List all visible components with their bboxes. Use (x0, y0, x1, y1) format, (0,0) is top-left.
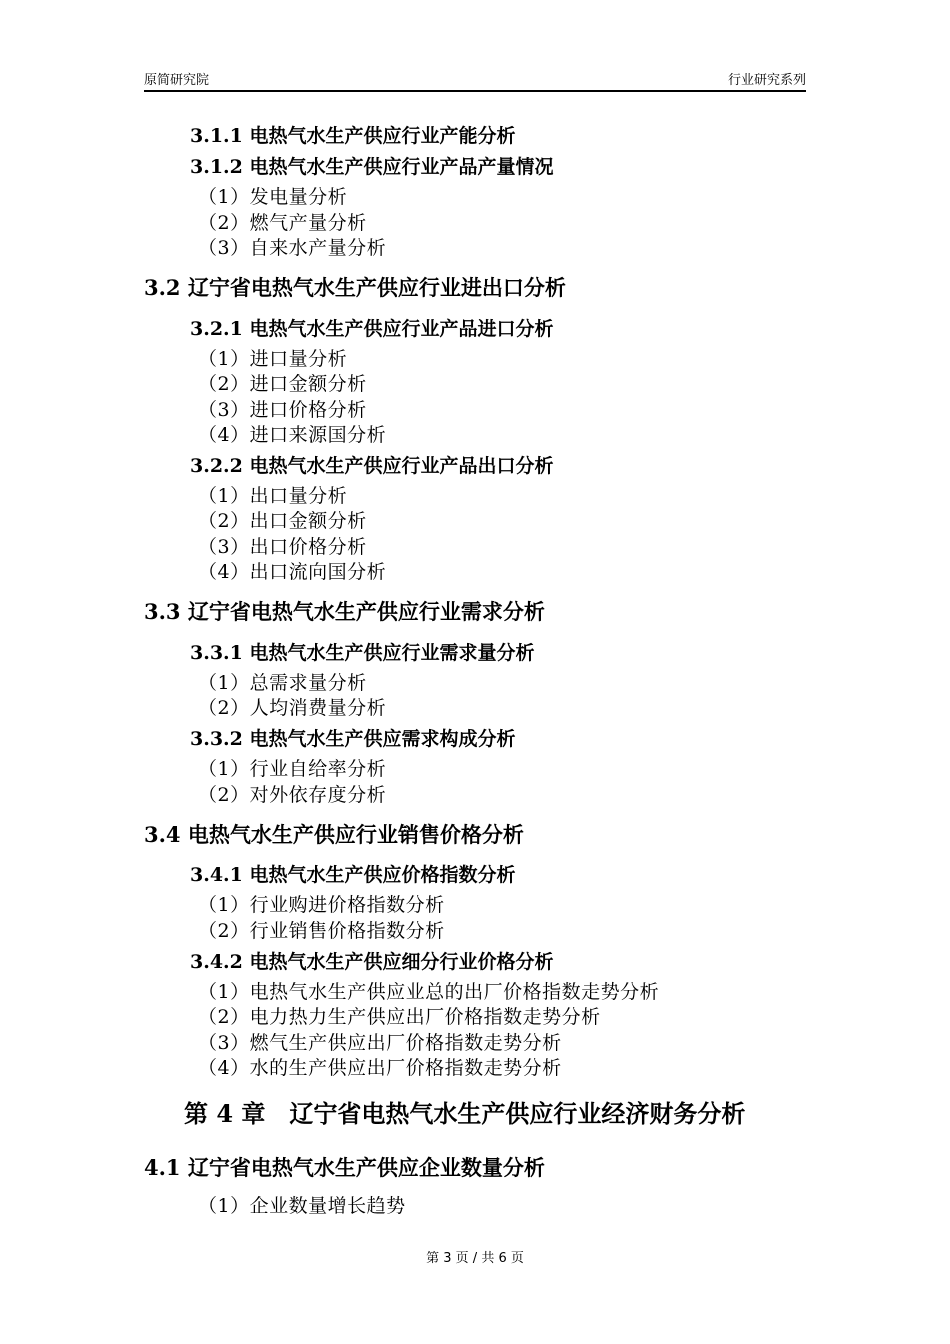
toc-entry: 3.2 辽宁省电热气水生产供应行业进出口分析 (144, 275, 566, 300)
toc-entry: 3.3.2 电热气水生产供应需求构成分析 (190, 728, 516, 750)
toc-entry: （1）出口量分析 (198, 485, 348, 507)
toc-entry: （2）对外依存度分析 (198, 784, 387, 806)
page-number: 第 3 页 / 共 6 页 (426, 1251, 524, 1266)
header-org-name: 原简研究院 (144, 73, 210, 88)
toc-entry: （2）燃气产量分析 (198, 212, 367, 234)
toc-entry: （1）企业数量增长趋势 (198, 1195, 406, 1217)
toc-entry: 3.2.1 电热气水生产供应行业产品进口分析 (190, 318, 554, 340)
toc-entry: 3.1.2 电热气水生产供应行业产品产量情况 (190, 156, 554, 178)
toc-entry: 3.1.1 电热气水生产供应行业产能分析 (190, 125, 516, 147)
toc-entry: （1）行业购进价格指数分析 (198, 894, 445, 916)
toc-entry: （2）行业销售价格指数分析 (198, 920, 445, 942)
toc-entry: （1）电热气水生产供应业总的出厂价格指数走势分析 (198, 981, 660, 1003)
chapter-title: 第 4 章 辽宁省电热气水生产供应行业经济财务分析 (184, 1099, 746, 1128)
toc-entry: （2）进口金额分析 (198, 373, 367, 395)
toc-entry: （3）燃气生产供应出厂价格指数走势分析 (198, 1032, 562, 1054)
toc-entry: 4.1 辽宁省电热气水生产供应企业数量分析 (144, 1155, 545, 1180)
header-series-name: 行业研究系列 (727, 73, 806, 88)
toc-entry: （1）发电量分析 (198, 186, 348, 208)
toc-entry: 3.2.2 电热气水生产供应行业产品出口分析 (190, 455, 554, 477)
toc-entry: （3）进口价格分析 (198, 399, 367, 421)
toc-entry: （4）进口来源国分析 (198, 424, 387, 446)
toc-entry: （4）水的生产供应出厂价格指数走势分析 (198, 1057, 562, 1079)
toc-entry: （2）出口金额分析 (198, 510, 367, 532)
toc-entry: （3）自来水产量分析 (198, 237, 387, 259)
toc-entry: （2）电力热力生产供应出厂价格指数走势分析 (198, 1006, 601, 1028)
page-header (144, 66, 806, 92)
toc-entry: （2）人均消费量分析 (198, 697, 387, 719)
toc-entry: （3）出口价格分析 (198, 536, 367, 558)
toc-entry: （1）总需求量分析 (198, 672, 367, 694)
toc-entry: 3.3 辽宁省电热气水生产供应行业需求分析 (144, 599, 545, 624)
toc-entry: （1）进口量分析 (198, 348, 348, 370)
toc-entry: 3.4.1 电热气水生产供应价格指数分析 (190, 864, 516, 886)
toc-entry: 3.3.1 电热气水生产供应行业需求量分析 (190, 642, 535, 664)
toc-entry: 3.4 电热气水生产供应行业销售价格分析 (144, 822, 524, 847)
toc-entry: （4）出口流向国分析 (198, 561, 387, 583)
toc-entry: （1）行业自给率分析 (198, 758, 387, 780)
toc-entry: 3.4.2 电热气水生产供应细分行业价格分析 (190, 951, 554, 973)
